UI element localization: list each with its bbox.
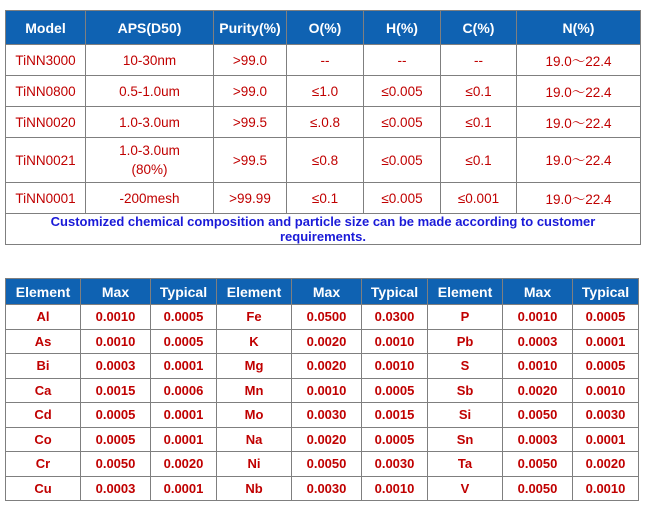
- hydrogen-cell: ≤0.005: [364, 183, 441, 214]
- nitrogen-cell: 19.0～22.4: [517, 183, 641, 214]
- typical-cell: 0.0001: [573, 329, 639, 354]
- header-cell: Typical: [151, 279, 217, 305]
- table-row: [6, 378, 639, 403]
- purity-cell: >99.0: [214, 45, 287, 76]
- typical-cell: 0.0005: [362, 427, 428, 452]
- max-cell: 0.0005: [81, 403, 151, 428]
- table-row: [6, 329, 639, 354]
- nitrogen-cell: 19.0～22.4: [517, 138, 641, 183]
- max-cell: 0.0500: [292, 305, 362, 330]
- typical-cell: 0.0010: [362, 329, 428, 354]
- element-cell: Pb: [428, 329, 503, 354]
- table-row: [6, 107, 641, 138]
- model-cell: TiNN0800: [6, 76, 86, 107]
- typical-cell: 0.0300: [362, 305, 428, 330]
- aps-line-1: 1.0-3.0um: [119, 143, 180, 158]
- oxygen-cell: --: [287, 45, 364, 76]
- typical-cell: 0.0015: [362, 403, 428, 428]
- max-cell: 0.0003: [81, 354, 151, 379]
- typical-cell: 0.0001: [151, 354, 217, 379]
- table-row: [6, 76, 641, 107]
- max-cell: 0.0030: [292, 476, 362, 501]
- oxygen-cell: ≤.0.8: [287, 107, 364, 138]
- element-cell: Cd: [6, 403, 81, 428]
- max-cell: 0.0050: [503, 476, 573, 501]
- typical-cell: 0.0020: [151, 452, 217, 477]
- hydrogen-cell: ≤0.005: [364, 138, 441, 183]
- table-row: [6, 183, 641, 214]
- aps-cell: [86, 138, 214, 183]
- max-cell: 0.0015: [81, 378, 151, 403]
- carbon-cell: ≤0.1: [441, 107, 517, 138]
- element-cell: Ni: [217, 452, 292, 477]
- max-cell: 0.0003: [81, 476, 151, 501]
- purity-cell: >99.5: [214, 138, 287, 183]
- typical-cell: 0.0001: [573, 427, 639, 452]
- element-cell: Si: [428, 403, 503, 428]
- typical-cell: 0.0001: [151, 427, 217, 452]
- max-cell: 0.0020: [292, 354, 362, 379]
- customization-note: Customized chemical composition and particle size can be made according to customer requirements.: [6, 214, 641, 245]
- element-cell: Al: [6, 305, 81, 330]
- nitrogen-cell: 19.0～22.4: [517, 45, 641, 76]
- element-cell: Mo: [217, 403, 292, 428]
- header-cell: O(%): [287, 11, 364, 45]
- nitrogen-cell: 19.0～22.4: [517, 107, 641, 138]
- element-cell: P: [428, 305, 503, 330]
- max-cell: 0.0020: [292, 427, 362, 452]
- typical-cell: 0.0010: [573, 378, 639, 403]
- typical-cell: 0.0005: [362, 378, 428, 403]
- typical-cell: 0.0005: [151, 305, 217, 330]
- carbon-cell: ≤0.1: [441, 76, 517, 107]
- impurity-header-row: [6, 279, 639, 305]
- carbon-cell: ≤0.001: [441, 183, 517, 214]
- table-row: [6, 452, 639, 477]
- header-cell: Model: [6, 11, 86, 45]
- max-cell: 0.0020: [292, 329, 362, 354]
- typical-cell: 0.0005: [573, 354, 639, 379]
- element-cell: V: [428, 476, 503, 501]
- max-cell: 0.0050: [503, 403, 573, 428]
- table-row: [6, 138, 641, 183]
- hydrogen-cell: --: [364, 45, 441, 76]
- purity-cell: >99.99: [214, 183, 287, 214]
- header-cell: Max: [503, 279, 573, 305]
- header-cell: Max: [81, 279, 151, 305]
- element-cell: Cu: [6, 476, 81, 501]
- aps-line-2: (80%): [131, 162, 168, 177]
- oxygen-cell: ≤1.0: [287, 76, 364, 107]
- element-cell: Mg: [217, 354, 292, 379]
- max-cell: 0.0050: [81, 452, 151, 477]
- carbon-cell: ≤0.1: [441, 138, 517, 183]
- element-cell: Fe: [217, 305, 292, 330]
- element-cell: K: [217, 329, 292, 354]
- max-cell: 0.0010: [81, 305, 151, 330]
- purity-cell: >99.5: [214, 107, 287, 138]
- aps-cell: 0.5-1.0um: [86, 76, 214, 107]
- typical-cell: 0.0020: [573, 452, 639, 477]
- spec-table: [5, 10, 641, 245]
- hydrogen-cell: ≤0.005: [364, 107, 441, 138]
- carbon-cell: --: [441, 45, 517, 76]
- aps-cell: 10-30nm: [86, 45, 214, 76]
- model-cell: TiNN0001: [6, 183, 86, 214]
- header-cell: H(%): [364, 11, 441, 45]
- table-row: [6, 354, 639, 379]
- typical-cell: 0.0010: [362, 354, 428, 379]
- max-cell: 0.0010: [503, 305, 573, 330]
- header-cell: APS(D50): [86, 11, 214, 45]
- element-cell: Sn: [428, 427, 503, 452]
- typical-cell: 0.0005: [573, 305, 639, 330]
- max-cell: 0.0050: [503, 452, 573, 477]
- typical-cell: 0.0001: [151, 476, 217, 501]
- typical-cell: 0.0030: [362, 452, 428, 477]
- typical-cell: 0.0001: [151, 403, 217, 428]
- note-row: [6, 214, 641, 245]
- element-cell: As: [6, 329, 81, 354]
- element-cell: S: [428, 354, 503, 379]
- element-cell: Ta: [428, 452, 503, 477]
- max-cell: 0.0030: [292, 403, 362, 428]
- element-cell: Ca: [6, 378, 81, 403]
- purity-cell: >99.0: [214, 76, 287, 107]
- max-cell: 0.0010: [503, 354, 573, 379]
- header-cell: Purity(%): [214, 11, 287, 45]
- typical-cell: 0.0030: [573, 403, 639, 428]
- header-cell: C(%): [441, 11, 517, 45]
- header-cell: Typical: [573, 279, 639, 305]
- header-cell: Typical: [362, 279, 428, 305]
- oxygen-cell: ≤0.1: [287, 183, 364, 214]
- header-cell: Element: [428, 279, 503, 305]
- header-cell: Element: [6, 279, 81, 305]
- max-cell: 0.0010: [81, 329, 151, 354]
- element-cell: Na: [217, 427, 292, 452]
- header-cell: Element: [217, 279, 292, 305]
- model-cell: TiNN0021: [6, 138, 86, 183]
- max-cell: 0.0020: [503, 378, 573, 403]
- element-cell: Cr: [6, 452, 81, 477]
- typical-cell: 0.0005: [151, 329, 217, 354]
- typical-cell: 0.0010: [573, 476, 639, 501]
- table-row: [6, 403, 639, 428]
- max-cell: 0.0010: [292, 378, 362, 403]
- typical-cell: 0.0006: [151, 378, 217, 403]
- nitrogen-cell: 19.0～22.4: [517, 76, 641, 107]
- header-cell: Max: [292, 279, 362, 305]
- element-cell: Mn: [217, 378, 292, 403]
- max-cell: 0.0003: [503, 329, 573, 354]
- aps-cell: -200mesh: [86, 183, 214, 214]
- oxygen-cell: ≤0.8: [287, 138, 364, 183]
- max-cell: 0.0005: [81, 427, 151, 452]
- aps-cell: 1.0-3.0um: [86, 107, 214, 138]
- max-cell: 0.0050: [292, 452, 362, 477]
- spec-header-row: [6, 11, 641, 45]
- element-cell: Sb: [428, 378, 503, 403]
- table-row: [6, 305, 639, 330]
- impurity-table: [5, 278, 639, 501]
- max-cell: 0.0003: [503, 427, 573, 452]
- element-cell: Nb: [217, 476, 292, 501]
- table-row: [6, 45, 641, 76]
- element-cell: Co: [6, 427, 81, 452]
- model-cell: TiNN0020: [6, 107, 86, 138]
- model-cell: TiNN3000: [6, 45, 86, 76]
- header-cell: N(%): [517, 11, 641, 45]
- table-row: [6, 476, 639, 501]
- table-row: [6, 427, 639, 452]
- typical-cell: 0.0010: [362, 476, 428, 501]
- hydrogen-cell: ≤0.005: [364, 76, 441, 107]
- element-cell: Bi: [6, 354, 81, 379]
